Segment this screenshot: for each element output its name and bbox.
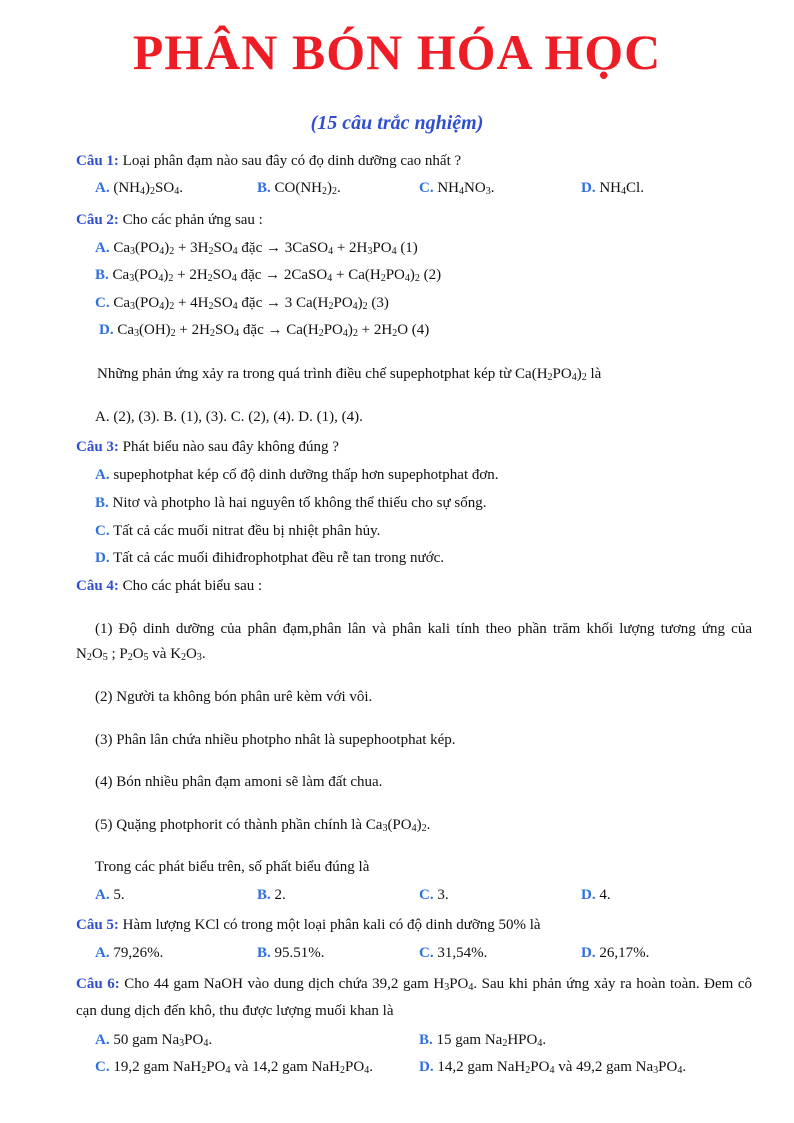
q4-statement-4: (4) Bón nhiều phân đạm amoni sẽ làm đất chua.: [95, 774, 383, 790]
option-text: supephotphat kép cố độ dinh dưỡng thấp hơn supephotphat đơn.: [113, 467, 499, 483]
reaction-text: $Ca_3(PO_4)_2 + 3H_2SO_4$ đặc → 3CaSO$_4$ + $2H_3PO_4$ (1): [113, 240, 418, 257]
question-label: Câu 2:: [76, 212, 119, 228]
option-text: $NH_4Cl$.: [599, 180, 644, 197]
q6-option-a: [95, 1030, 212, 1050]
q4-statement-5: (5) Quặng photphorit có thành phần chính là $Ca_3(PO_4)_2$.: [95, 817, 431, 834]
q4-statement-1: (1) Độ dinh dưỡng của phân đạm,phân lân và phân kali tính theo phần trăm khối lượng tương ứng của: [95, 621, 752, 637]
q1-option-b: [257, 178, 341, 198]
option-text: Tất cả các muối nitrat đều bị nhiệt phân hủy.: [113, 523, 381, 539]
q6-option-c: [95, 1057, 373, 1077]
option-letter: C.: [95, 523, 110, 539]
option-text: 5.: [113, 887, 125, 903]
page-subtitle: (15 câu trắc nghiệm): [310, 112, 484, 134]
q2-reaction-2: [95, 265, 441, 285]
option-text: Tất cả các muối đihiđrophotphat đều rễ tan trong nước.: [113, 550, 445, 566]
question-text: Cho các phản ứng sau :: [118, 212, 263, 228]
option-letter: A.: [95, 1032, 110, 1048]
q4-option-c: [419, 885, 449, 905]
option-letter: C.: [419, 180, 434, 196]
question-6: [76, 974, 752, 994]
question-label: Câu 1:: [76, 153, 119, 169]
question-5: [76, 915, 541, 935]
question-label: Câu 5:: [76, 917, 119, 933]
option-letter: D.: [99, 322, 114, 338]
option-text: $NH_4NO_3$.: [437, 180, 495, 197]
question-text: Phát biểu nào sau đây không đúng ?: [118, 439, 339, 455]
option-letter: D.: [581, 945, 596, 961]
question-text: Hàm lượng KCl có trong một loại phân kali có độ dinh dưỡng 50% là: [118, 917, 541, 933]
option-letter: C.: [419, 945, 434, 961]
option-text: $CO(NH_2)_2$.: [274, 180, 341, 197]
option-letter: B.: [257, 887, 271, 903]
option-letter: B.: [257, 945, 271, 961]
question-label: Câu 4:: [76, 578, 119, 594]
q4-option-d: [581, 885, 611, 905]
reaction-text: $Ca_3(PO_4)_2 + 2H_2SO_4$ đặc → 2CaSO$_4$ + $Ca(H_2PO_4)_2$ (2): [112, 267, 442, 284]
question-label: Câu 3:: [76, 439, 119, 455]
option-letter: B.: [257, 180, 271, 196]
option-letter: C.: [95, 295, 110, 311]
q5-option-b: [257, 943, 325, 963]
question-3: [76, 437, 339, 457]
option-letter: D.: [581, 887, 596, 903]
option-letter: C.: [95, 1059, 110, 1075]
option-text: $(NH_4)_2SO_4$.: [113, 180, 183, 197]
question-1: [76, 151, 461, 171]
question-4: [76, 576, 262, 596]
option-letter: D.: [581, 180, 596, 196]
option-text: 31,54%.: [437, 945, 488, 961]
q2-answers: A. (2), (3). B. (1), (3). C. (2), (4). D. (1), (4).: [95, 409, 363, 425]
option-letter: A.: [95, 887, 110, 903]
q5-option-a: [95, 943, 163, 963]
q1-option-a: [95, 178, 183, 198]
q2-reaction-3: [95, 293, 389, 313]
option-letter: B.: [95, 267, 109, 283]
page-title: PHÂN BÓN HÓA HỌC: [132, 24, 662, 80]
q4-option-b: [257, 885, 286, 905]
option-letter: B.: [95, 495, 109, 511]
option-letter: D.: [95, 550, 110, 566]
question-6-cont: cạn dung dịch đến khô, thu được lượng muối khan là: [76, 1003, 394, 1019]
option-text: 50 gam $Na_3PO_4$.: [113, 1032, 213, 1049]
option-letter: A.: [95, 945, 110, 961]
q1-option-d: [581, 178, 644, 198]
option-text: 95.51%.: [274, 945, 325, 961]
q4-statement-3: (3) Phân lân chứa nhiều photpho nhât là supephootphat kép.: [95, 732, 456, 748]
option-text: 3.: [437, 887, 449, 903]
option-letter: A.: [95, 467, 110, 483]
q6-option-b: [419, 1030, 546, 1050]
option-text: 15 gam $Na_2HPO_4$.: [436, 1032, 547, 1049]
option-letter: A.: [95, 240, 110, 256]
option-text: 4.: [599, 887, 611, 903]
option-text: 26,17%.: [599, 945, 650, 961]
option-letter: D.: [419, 1059, 434, 1075]
question-text: Cho các phát biểu sau :: [118, 578, 263, 594]
question-2: [76, 210, 263, 230]
q4-prompt: Trong các phát biểu trên, số phất biểu đúng là: [95, 859, 370, 875]
q3-option-d: [95, 548, 444, 568]
q2-prompt: Những phản ứng xảy ra trong quá trình điều chế supephotphat kép từ $Ca(H_2PO_4)_2$ là: [97, 366, 602, 383]
option-text: 79,26%.: [113, 945, 164, 961]
q4-statement-2: (2) Người ta không bón phân urê kèm với vôi.: [95, 689, 373, 705]
q4-option-a: [95, 885, 125, 905]
q5-option-c: [419, 943, 487, 963]
question-text: Cho 44 gam NaOH vào dung dịch chứa 39,2 gam $H_3PO_4$. Sau khi phản ứng xảy ra hoàn toàn. Đem cô: [119, 976, 753, 993]
option-text: 19,2 gam $NaH_2PO_4$ và 14,2 gam $NaH_2PO_4$.: [113, 1059, 373, 1076]
q2-reaction-1: [95, 238, 418, 258]
q3-option-b: [95, 493, 486, 513]
q5-option-d: [581, 943, 649, 963]
option-letter: A.: [95, 180, 110, 196]
option-text: 2.: [274, 887, 286, 903]
q2-reaction-4: [99, 320, 429, 340]
question-text: Loại phân đạm nào sau đây có đọ dinh dưỡng cao nhất ?: [118, 153, 462, 169]
q3-option-a: [95, 465, 499, 485]
reaction-text: $Ca_3(PO_4)_2 + 4H_2SO_4$ đặc → 3 $Ca(H_2PO_4)_2$ (3): [113, 295, 389, 312]
q4-statement-1-cont: $N_2O_5$ ; $P_2O_5$ và $K_2O_3$.: [76, 646, 206, 663]
option-letter: B.: [419, 1032, 433, 1048]
option-letter: C.: [419, 887, 434, 903]
q3-option-c: [95, 521, 380, 541]
q1-option-c: [419, 178, 494, 198]
reaction-text: $Ca_3(OH)_2 + 2H_2SO_4$ đặc → $Ca(H_2PO_4)_2 + 2H_2O$ (4): [117, 322, 430, 339]
question-label: Câu 6:: [76, 976, 120, 992]
option-text: 14,2 gam $NaH_2PO_4$ và 49,2 gam $Na_3PO_4$.: [437, 1059, 687, 1076]
option-text: Nitơ và photpho là hai nguyên tố không thể thiếu cho sự sống.: [112, 495, 487, 511]
q6-option-d: [419, 1057, 686, 1077]
